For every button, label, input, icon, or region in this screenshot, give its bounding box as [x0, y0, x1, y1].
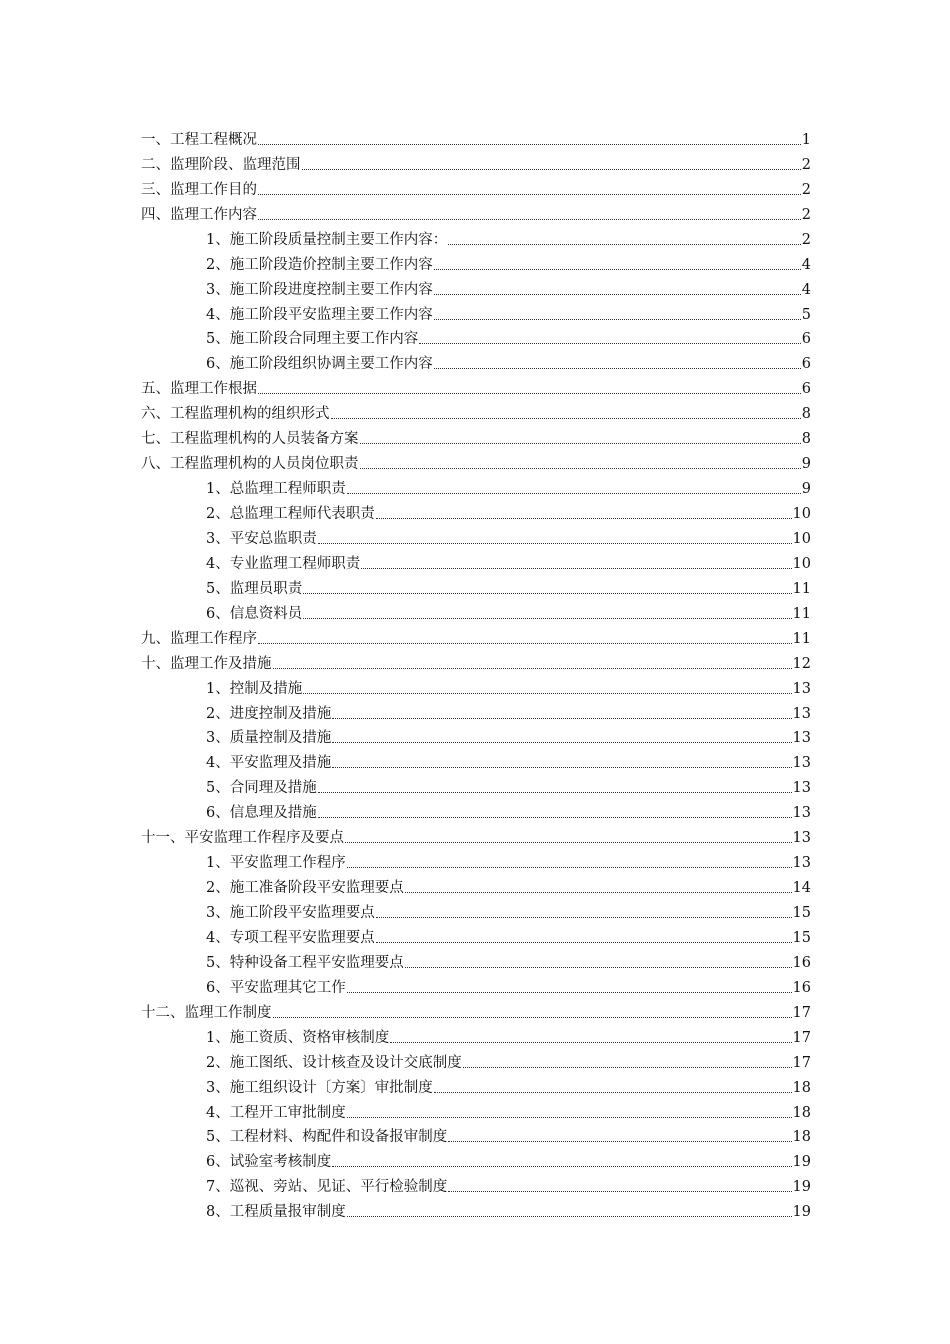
dot-leader [331, 417, 801, 419]
toc-entry-page-number: 16 [792, 979, 811, 996]
dot-leader [303, 617, 791, 619]
toc-entry-page-number: 6 [801, 331, 811, 348]
toc-entry[interactable] [141, 398, 811, 423]
toc-entry-page-number: 13 [792, 805, 811, 822]
toc-entry-page-number: 19 [792, 1154, 811, 1171]
toc-subentry[interactable] [141, 1047, 811, 1072]
toc-entry-title: 5、合同理及措施 [206, 780, 317, 797]
toc-subentry[interactable] [141, 224, 811, 249]
dot-leader [302, 168, 801, 170]
toc-entry-page-number: 17 [792, 1029, 811, 1046]
dot-leader [405, 966, 792, 968]
toc-entry-page-number: 13 [792, 830, 811, 847]
toc-entry[interactable] [141, 623, 811, 648]
toc-entry-title: 十、监理工作及措施 [141, 655, 272, 672]
toc-subentry[interactable] [141, 947, 811, 972]
toc-entry-title: 4、工程开工审批制度 [206, 1104, 346, 1121]
dot-leader [463, 1066, 792, 1068]
toc-subentry[interactable] [141, 1022, 811, 1047]
toc-entry-page-number: 8 [801, 431, 811, 448]
toc-entry-page-number: 2 [801, 156, 811, 173]
toc-entry-title: 6、信息理及措施 [206, 805, 317, 822]
dot-leader [347, 1215, 792, 1217]
dot-leader [448, 243, 801, 245]
toc-entry-title: 十二、监理工作制度 [141, 1004, 272, 1021]
toc-entry-title: 2、施工阶段造价控制主要工作内容 [206, 256, 433, 273]
dot-leader [434, 268, 801, 270]
toc-entry-title: 3、施工阶段进度控制主要工作内容 [206, 281, 433, 298]
toc-entry[interactable] [141, 149, 811, 174]
dot-leader [273, 667, 792, 669]
toc-entry-title: 4、平安监理及措施 [206, 755, 332, 772]
toc-subentry[interactable] [141, 1146, 811, 1171]
toc-subentry[interactable] [141, 274, 811, 299]
toc-entry-page-number: 18 [792, 1129, 811, 1146]
toc-entry-title: 七、工程监理机构的人员装备方案 [141, 431, 359, 448]
toc-subentry[interactable] [141, 299, 811, 324]
dot-leader [434, 293, 801, 295]
toc-entry-title: 3、施工组织设计〔方案〕审批制度 [206, 1079, 433, 1096]
toc-entry-page-number: 13 [792, 780, 811, 797]
dot-leader [434, 318, 801, 320]
toc-subentry[interactable] [141, 249, 811, 274]
toc-subentry[interactable] [141, 897, 811, 922]
toc-entry[interactable] [141, 174, 811, 199]
toc-entry-page-number: 18 [792, 1104, 811, 1121]
toc-entry-page-number: 13 [792, 705, 811, 722]
dot-leader [318, 816, 792, 818]
toc-entry-title: 5、工程材料、构配件和设备报审制度 [206, 1129, 448, 1146]
toc-entry-title: 1、施工阶段质量控制主要工作内容： [206, 231, 448, 248]
table-of-contents [141, 124, 811, 1221]
dot-leader [258, 392, 801, 394]
toc-subentry[interactable] [141, 1171, 811, 1196]
toc-entry-title: 1、控制及措施 [206, 680, 303, 697]
toc-entry-page-number: 2 [801, 206, 811, 223]
dot-leader [405, 891, 792, 893]
dot-leader [347, 1116, 792, 1118]
toc-entry-title: 1、总监理工程师职责 [206, 481, 346, 498]
toc-entry-page-number: 13 [792, 680, 811, 697]
toc-subentry[interactable] [141, 1072, 811, 1097]
toc-entry-title: 2、总监理工程师代表职责 [206, 506, 375, 522]
toc-subentry[interactable] [141, 598, 811, 623]
toc-entry-title: 四、监理工作内容 [141, 206, 257, 223]
toc-entry-page-number: 4 [801, 281, 811, 298]
toc-entry-page-number: 17 [792, 1054, 811, 1071]
toc-entry-title: 五、监理工作根据 [141, 381, 257, 398]
toc-entry-title: 1、平安监理工作程序 [206, 855, 346, 872]
dot-leader [376, 517, 792, 519]
toc-entry-page-number: 19 [792, 1204, 811, 1221]
toc-entry-title: 3、质量控制及措施 [206, 730, 332, 747]
toc-entry-page-number: 6 [801, 381, 811, 398]
toc-entry-page-number: 13 [792, 755, 811, 772]
toc-entry-page-number: 10 [792, 506, 811, 522]
dot-leader [318, 791, 792, 793]
toc-entry-page-number: 1 [801, 131, 811, 148]
toc-entry-title: 2、施工准备阶段平安监理要点 [206, 880, 404, 897]
dot-leader [347, 866, 792, 868]
toc-entry-page-number: 17 [792, 1004, 811, 1021]
toc-entry[interactable] [141, 648, 811, 673]
toc-entry-title: 2、施工图纸、设计核查及设计交底制度 [206, 1054, 462, 1071]
toc-entry-title: 5、监理员职责 [206, 580, 303, 597]
toc-entry-title: 6、平安监理其它工作 [206, 979, 346, 996]
toc-subentry[interactable] [141, 673, 811, 698]
dot-leader [303, 592, 791, 594]
toc-entry-page-number: 6 [801, 356, 811, 373]
toc-entry-page-number: 15 [792, 905, 811, 921]
dot-leader [332, 717, 791, 719]
toc-subentry[interactable] [141, 723, 811, 748]
toc-entry-title: 6、施工阶段组织协调主要工作内容 [206, 356, 433, 373]
toc-entry-title: 3、施工阶段平安监理要点 [206, 905, 375, 921]
dot-leader [434, 367, 801, 369]
toc-entry-title: 十一、平安监理工作程序及要点 [141, 830, 344, 847]
toc-entry-page-number: 9 [801, 456, 811, 473]
toc-entry-title: 1、施工资质、资格审核制度 [206, 1029, 390, 1046]
dot-leader [376, 916, 792, 918]
toc-entry-page-number: 13 [792, 855, 811, 872]
toc-subentry[interactable] [141, 573, 811, 598]
dot-leader [318, 542, 792, 544]
dot-leader [448, 1140, 791, 1142]
toc-entry-page-number: 12 [792, 655, 811, 672]
dot-leader [360, 467, 801, 469]
toc-subentry[interactable] [141, 348, 811, 373]
dot-leader [390, 1041, 791, 1043]
toc-subentry[interactable] [141, 548, 811, 573]
toc-entry-page-number: 15 [792, 929, 811, 946]
toc-entry[interactable] [141, 997, 811, 1022]
toc-subentry[interactable] [141, 324, 811, 349]
toc-entry-page-number: 13 [792, 730, 811, 747]
toc-entry-title: 二、监理阶段、监理范围 [141, 156, 301, 173]
toc-entry-page-number: 2 [801, 231, 811, 248]
toc-entry-title: 3、平安总监职责 [206, 530, 317, 547]
toc-entry-title: 4、专业监理工程师职责 [206, 555, 361, 572]
toc-entry-title: 6、信息资料员 [206, 605, 303, 622]
toc-entry[interactable] [141, 448, 811, 473]
toc-entry-page-number: 14 [792, 880, 811, 897]
toc-entry-title: 九、监理工作程序 [141, 630, 257, 647]
dot-leader [258, 642, 792, 644]
toc-subentry[interactable] [141, 797, 811, 822]
toc-entry-title: 5、特种设备工程平安监理要点 [206, 954, 404, 971]
toc-entry[interactable] [141, 373, 811, 398]
dot-leader [361, 567, 791, 569]
toc-subentry[interactable] [141, 698, 811, 723]
toc-subentry[interactable] [141, 523, 811, 548]
dot-leader [345, 841, 792, 843]
toc-entry-title: 8、工程质量报审制度 [206, 1204, 346, 1221]
dot-leader [347, 991, 792, 993]
toc-entry[interactable] [141, 124, 811, 149]
toc-subentry[interactable] [141, 747, 811, 772]
dot-leader [419, 342, 801, 344]
toc-entry-page-number: 5 [801, 306, 811, 323]
toc-subentry[interactable] [141, 922, 811, 947]
toc-subentry[interactable] [141, 847, 811, 872]
toc-entry-title: 三、监理工作目的 [141, 181, 257, 198]
toc-entry-title: 一、工程工程概况 [141, 131, 257, 148]
toc-entry-page-number: 10 [792, 530, 811, 547]
dot-leader [303, 692, 791, 694]
toc-subentry[interactable] [141, 772, 811, 797]
toc-entry-page-number: 11 [792, 605, 811, 622]
toc-entry-title: 7、巡视、旁站、见证、平行检验制度 [206, 1179, 448, 1196]
dot-leader [448, 1190, 791, 1192]
dot-leader [360, 442, 801, 444]
toc-entry-title: 六、工程监理机构的组织形式 [141, 406, 330, 423]
toc-entry-page-number: 2 [801, 181, 811, 198]
dot-leader [332, 741, 791, 743]
toc-subentry[interactable] [141, 1097, 811, 1122]
toc-entry-page-number: 9 [801, 481, 811, 498]
dot-leader [258, 143, 801, 145]
toc-entry[interactable] [141, 423, 811, 448]
dot-leader [332, 1165, 791, 1167]
toc-subentry[interactable] [141, 1196, 811, 1221]
toc-entry[interactable] [141, 199, 811, 224]
dot-leader [258, 218, 801, 220]
toc-entry-page-number: 11 [792, 580, 811, 597]
dot-leader [347, 492, 801, 494]
dot-leader [376, 941, 792, 943]
dot-leader [332, 766, 791, 768]
toc-entry-page-number: 16 [792, 954, 811, 971]
toc-entry-title: 4、施工阶段平安监理主要工作内容 [206, 306, 433, 323]
toc-entry-title: 5、施工阶段合同理主要工作内容 [206, 331, 419, 348]
dot-leader [273, 1016, 792, 1018]
toc-subentry[interactable] [141, 498, 811, 523]
toc-entry-page-number: 11 [792, 630, 811, 647]
toc-subentry[interactable] [141, 1122, 811, 1147]
toc-subentry[interactable] [141, 473, 811, 498]
toc-entry-page-number: 4 [801, 256, 811, 273]
toc-entry-title: 八、工程监理机构的人员岗位职责 [141, 456, 359, 473]
toc-entry-page-number: 18 [792, 1079, 811, 1096]
toc-entry-title: 6、试验室考核制度 [206, 1154, 332, 1171]
dot-leader [258, 193, 801, 195]
toc-entry[interactable] [141, 822, 811, 847]
toc-entry-title: 4、专项工程平安监理要点 [206, 929, 375, 946]
toc-subentry[interactable] [141, 972, 811, 997]
toc-entry-page-number: 8 [801, 406, 811, 423]
toc-subentry[interactable] [141, 872, 811, 897]
dot-leader [434, 1091, 792, 1093]
toc-entry-title: 2、进度控制及措施 [206, 705, 332, 722]
toc-entry-page-number: 19 [792, 1179, 811, 1196]
toc-entry-page-number: 10 [792, 555, 811, 572]
